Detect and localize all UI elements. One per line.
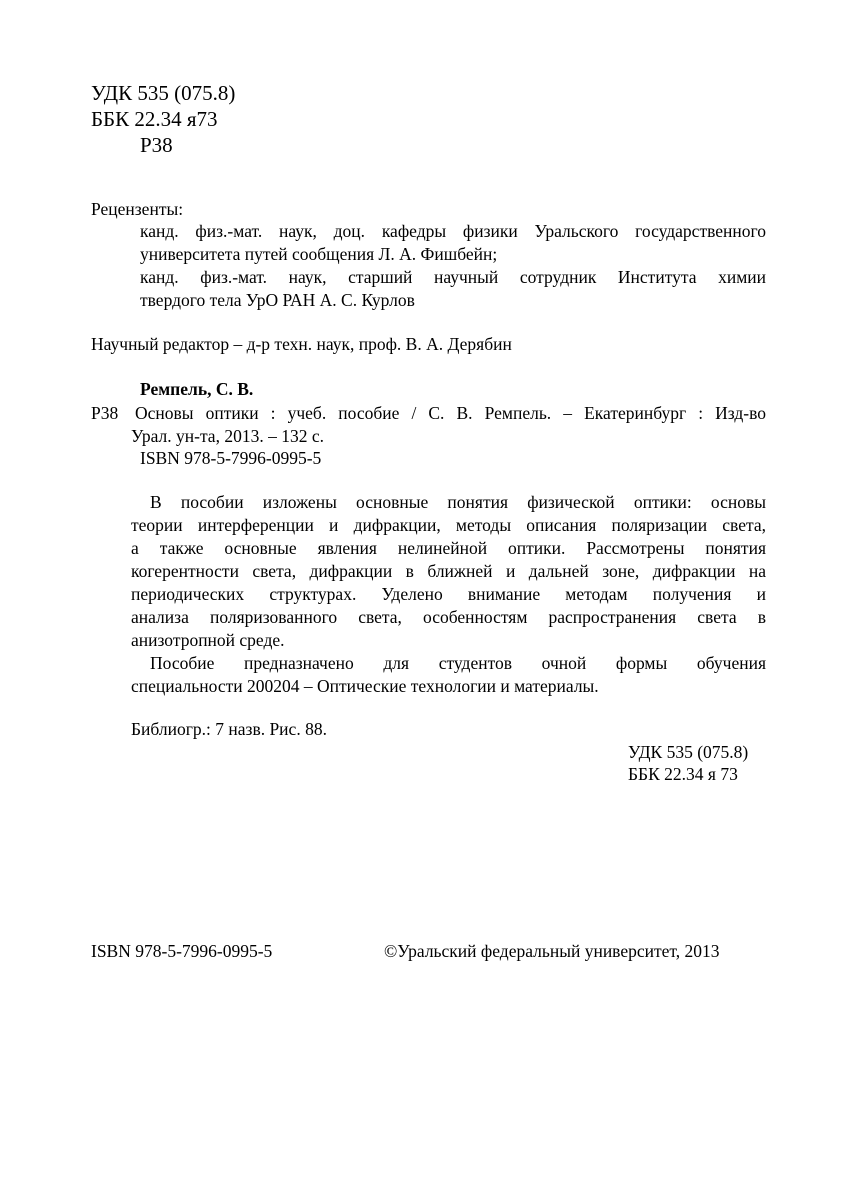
header-bbk: ББК 22.34 я73 xyxy=(91,107,218,131)
header-udk: УДК 535 (075.8) xyxy=(91,81,236,105)
footer-bbk: ББК 22.34 я 73 xyxy=(628,764,738,784)
abstract-p1-line-7: анизотропной среде. xyxy=(131,630,285,650)
reviewer-1-line-1: канд. физ.-мат. наук, доц. кафедры физики Уральского государственного xyxy=(140,221,766,241)
abstract-p1-line-5: периодических структурах. Уделено внимание методам получения и xyxy=(131,584,766,604)
abstract-p1-line-1: В пособии изложены основные понятия физической оптики: основы xyxy=(150,492,766,512)
bottom-isbn: ISBN 978-5-7996-0995-5 xyxy=(91,941,273,961)
abstract-p1-line-3: а также основные явления нелинейной оптики. Рассмотрены понятия xyxy=(131,538,766,558)
bibliography-note: Библиогр.: 7 назв. Рис. 88. xyxy=(131,719,327,739)
footer-udk: УДК 535 (075.8) xyxy=(628,742,749,762)
abstract-p1-line-2: теории интерференции и дифракции, методы описания поляризации света, xyxy=(131,515,766,535)
copyright-notice: ©Уральский федеральный университет, 2013 xyxy=(384,941,720,961)
abstract-p2-line-1: Пособие предназначено для студентов очной формы обучения xyxy=(150,653,766,673)
header-code: Р38 xyxy=(140,133,173,157)
reviewer-2-line-2: твердого тела УрО РАН А. С. Курлов xyxy=(140,290,415,310)
catalog-title-line-1: Основы оптики : учеб. пособие / С. В. Ремпель. – Екатеринбург : Изд-во xyxy=(135,403,766,423)
abstract-p1-line-6: анализа поляризованного света, особенностям распространения света в xyxy=(131,607,766,627)
reviewers-title: Рецензенты: xyxy=(91,199,184,219)
abstract-p2-line-2: специальности 200204 – Оптические технологии и материалы. xyxy=(131,676,599,696)
catalog-author: Ремпель, С. В. xyxy=(140,379,254,399)
catalog-code: Р38 xyxy=(91,403,119,423)
abstract-p1-line-4: когерентности света, дифракции в ближней и дальней зоне, дифракции на xyxy=(131,561,766,581)
catalog-title-line-2: Урал. ун-та, 2013. – 132 с. xyxy=(131,426,324,446)
reviewer-1-line-2: университета путей сообщения Л. А. Фишбейн; xyxy=(140,244,498,264)
scientific-editor: Научный редактор – д-р техн. наук, проф. В. А. Дерябин xyxy=(91,334,512,354)
catalog-isbn: ISBN 978-5-7996-0995-5 xyxy=(140,448,322,468)
reviewer-2-line-1: канд. физ.-мат. наук, старший научный сотрудник Института химии xyxy=(140,267,766,287)
